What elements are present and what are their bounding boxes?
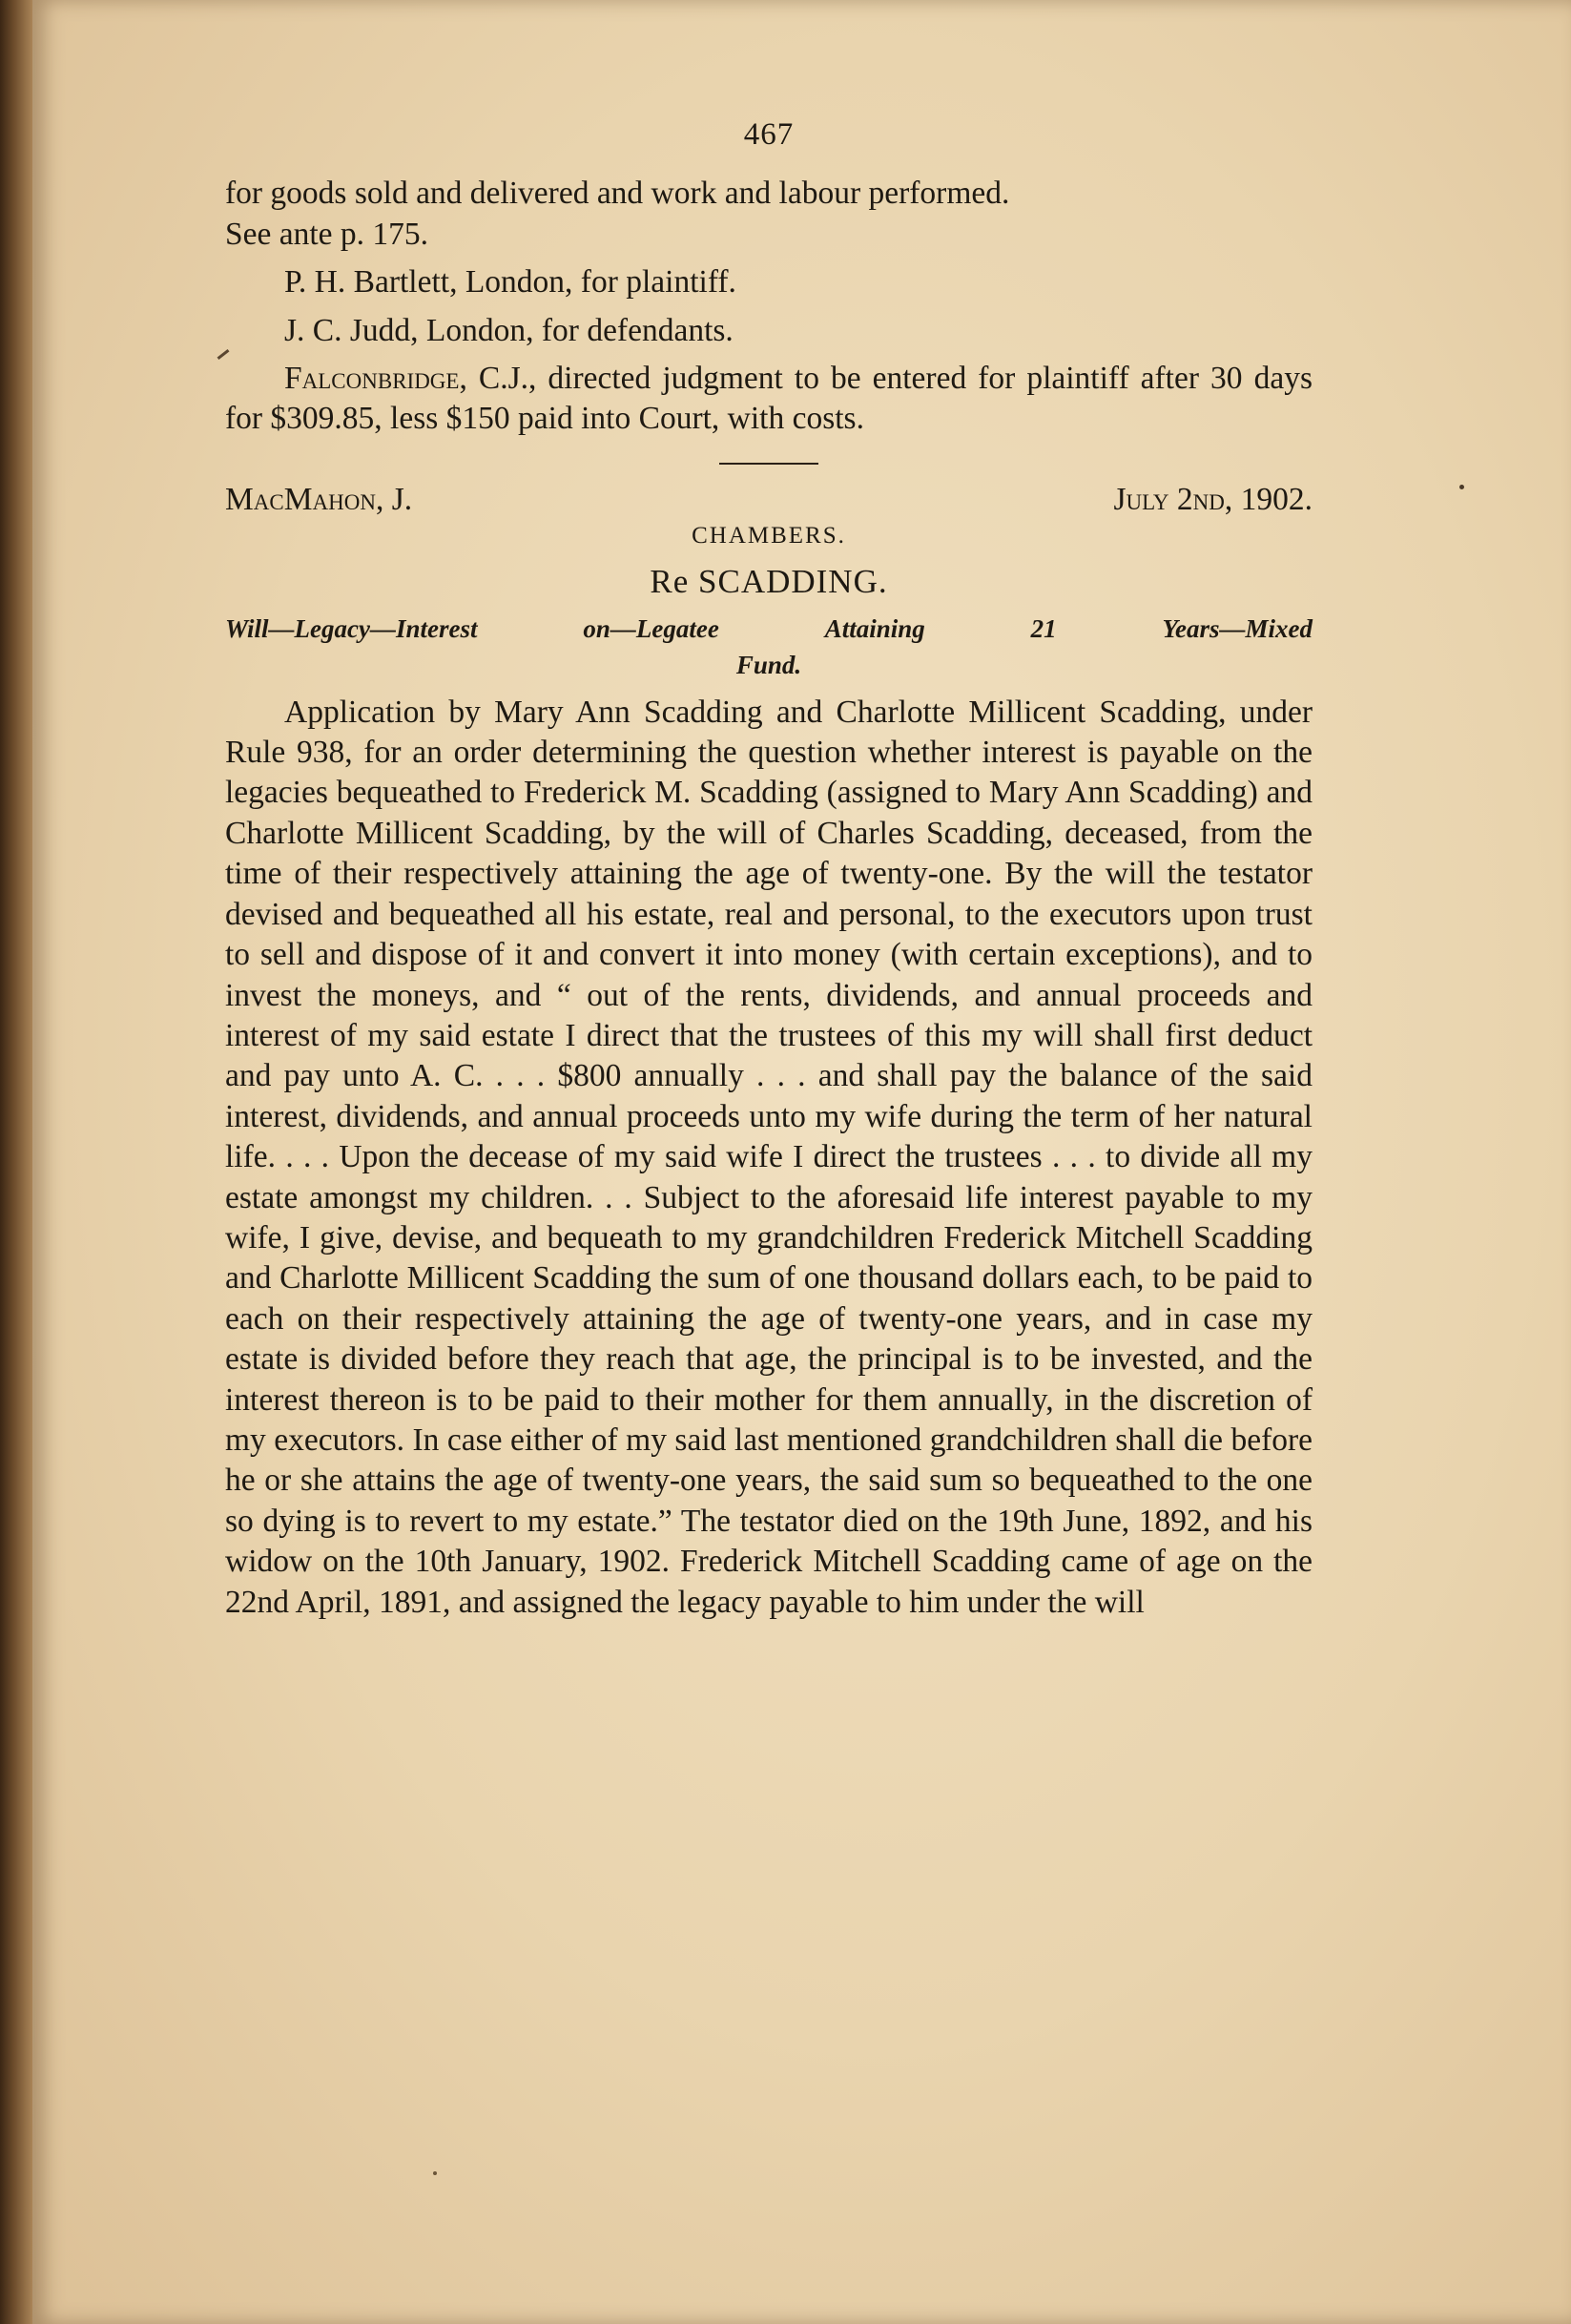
case-date: July 2nd, 1902. — [1113, 481, 1313, 517]
book-binding — [0, 0, 32, 2324]
ink-speck — [1459, 485, 1464, 489]
section-divider — [719, 463, 818, 465]
headnote-word: 21 — [1030, 613, 1057, 643]
court-label: CHAMBERS. — [692, 523, 846, 550]
headnote-word: Years—Mixed — [1162, 613, 1313, 643]
judgment-text: , C.J., directed judgment to be entered for plaintiff after 30 days for $309.85, less $150 paid into Court, with costs. — [225, 361, 1313, 437]
case-title: Re SCADDING. — [650, 563, 888, 601]
ink-speck — [433, 2171, 437, 2175]
judge-name: Falconbridge — [284, 361, 460, 397]
text-column — [225, 114, 1313, 1623]
headnote-word: Attaining — [824, 613, 925, 643]
body-paragraph: Application by Mary Ann Scadding and Charlotte Millicent Scadding, under Rule 938, for an order determining the question whether interest is payable on the legacies bequeathed to Frederick M. Scadding (assigned to Mary Ann Scadding) and Charlotte Millicent Scadding, by the will of Charles Scadding, deceased, from the time of their respectively attaining the age of twenty-one. By the will the testator devised and bequeathed all his estate, real and personal, to the executors upon trust to sell and dispose of it and convert it into money (with certain exceptions), and to invest the moneys, and “ out of the rents, dividends, and annual proceeds and interest of my said estate I direct that the trustees of this my will shall first deduct and pay unto A. C. . . . $800 annually . . . and shall pay the balance of the said interest, dividends, and annual proceeds unto my wife during the term of her natural life. . . . Upon the decease of my said wife I direct the trustees . . . to divide all my estate amongst my children. . . Subject to the aforesaid life interest payable to my wife, I give, devise, and bequeath to my grandchildren Frederick Mitchell Scadding and Charlotte Millicent Scadding the sum of one thousand dollars each, to be paid to each on their respectively attaining the age of twenty-one years, and in case my estate is divided before they reach that age, the principal is to be invested, and the interest thereon is to be paid to their mother for them annually, in the discretion of my executors. In case either of my said last mentioned grandchildren shall die before he or she attains the age of twenty-one years, the said sum so bequeathed to the one so dying is to revert to my estate.” The testator died on the 19th June, 1892, and his widow on the 10th January, 1902. Frederick Mitchell Scadding came of age on the 22nd April, 1891, and assigned the legacy payable to him under the will — [225, 694, 1313, 1620]
page-number: 467 — [743, 117, 795, 152]
headnote-end: Fund. — [735, 650, 802, 679]
case-judge: MacMahon, J. — [225, 481, 413, 517]
headnote-word: Will—Legacy—Interest — [225, 613, 478, 643]
counsel-defendants: J. C. Judd, London, for defendants. — [284, 312, 734, 348]
headnote-word: on—Legatee — [583, 613, 719, 643]
case-header — [225, 480, 1313, 520]
counsel-plaintiff: P. H. Bartlett, London, for plaintiff. — [284, 264, 736, 301]
opening-line-1: for goods sold and delivered and work and labour performed. — [225, 176, 1010, 212]
headnote — [225, 611, 1313, 683]
headnote-line — [225, 611, 1313, 647]
opening-line-2: See ante p. 175. — [225, 216, 429, 252]
judgment-paragraph — [225, 359, 1313, 440]
